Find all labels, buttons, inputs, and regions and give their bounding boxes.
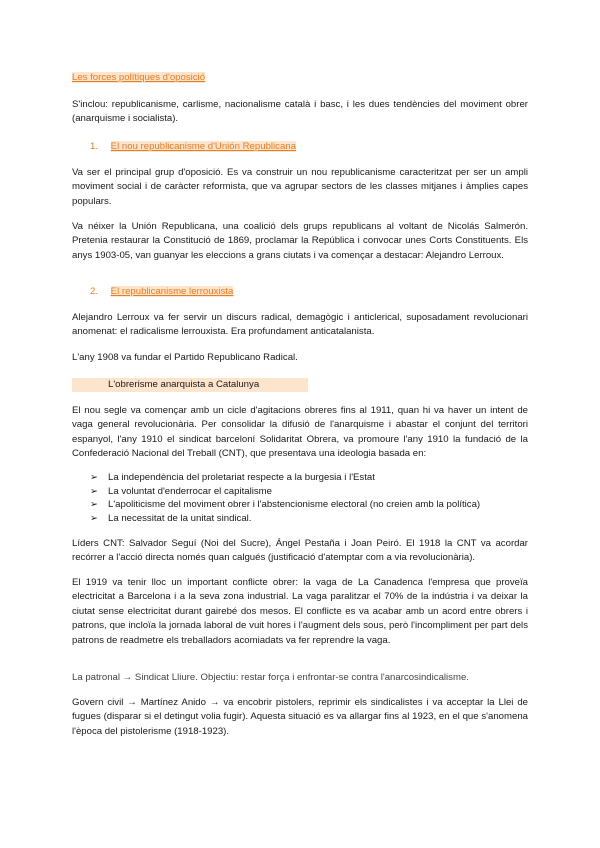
list-item: ➢ La necessitat de la unitat sindical.: [90, 512, 252, 524]
section-3-heading: L'obrerisme anarquista a Catalunya: [72, 378, 308, 392]
list-item: ➢ La independència del proletariat respecte a la burgesia i l'Estat: [90, 472, 375, 483]
section-2-paragraph-1: Alejandro Lerroux va fer servir un discurs radical, demagògic i anticlerical, suposadament revolucionari anomenat: el radicalisme lerrouxista. Era profundament anticatalanista.: [72, 312, 528, 338]
section-2-heading: [90, 285, 233, 299]
section-3-paragraph-4: La patronal → Sindicat Lliure. Objectiu: restar força i enfrontar-se contra l'anarcosindicalisme.: [72, 672, 469, 683]
section-1-title: El nou republicanisme d'Unión Republicana: [110, 141, 296, 152]
section-2-title: El republicanisme lerrouxista: [110, 286, 234, 297]
section-1-number: 1.: [90, 141, 99, 152]
section-3-paragraph-3: El 1919 va tenir lloc un important conflicte obrer: la vaga de La Canadenca l'empresa que proveïa electricitat a Barcelona i a la seva zona industrial. La vaga paralitzar el 70% de la indústria i va deixar la ciutat sense electricitat durant gairebé dos mesos. El conflicte es va acabar amb un acord entre obrers i patrons, que incloïa la jornada laboral de vuit hores i l'augment dels sous, però l'incompliment per part dels patrons de readmetre els treballadors acomiadats va fer reprendre la vaga.: [72, 577, 528, 646]
arrow-bullet-icon: ➢: [90, 485, 99, 497]
list-item: ➢ La voluntat d'enderrocar el capitalisme: [90, 485, 272, 497]
arrow-bullet-icon: ➢: [90, 512, 99, 524]
page-title: [72, 71, 528, 85]
section-3-paragraph-1: El nou segle va començar amb un cicle d'agitacions obreres fins al 1911, quan hi va haver un intent de vaga general revolucionària. Per consolidar la difusió de l'anarquisme i abastar el conjunt del territori espanyol, l'any 1910 el sindicat barceloní Solidaritat Obrera, va promoure l'any 1910 la fundació de la Confederació Nacional del Treball (CNT), que presentava una ideologia basada en:: [72, 405, 528, 460]
section-1-paragraph-2: Va néixer la Unión Republicana, una coalició dels grups republicans al voltant de Nicolás Salmerón. Pretenia restaurar la Constitució de 1869, proclamar la República i convocar unes Corts Constituents. Els anys 1903-05, van guanyar les eleccions a grans ciutats i va començar a destacar: Alejandro Lerroux.: [72, 221, 528, 261]
section-2-number: 2.: [90, 286, 99, 297]
ideology-list: [90, 471, 520, 525]
section-3-paragraph-2: Líders CNT: Salvador Seguí (Noi del Sucre), Ángel Pestaña i Joan Peiró. El 1918 la CNT va acordar recórrer a l'acció directa només quan calgués (justificació d'atemptar com a via revolucionària).: [72, 538, 528, 564]
heading-main: Les forces polítiques d'oposició: [72, 72, 206, 83]
arrow-bullet-icon: ➢: [90, 472, 99, 483]
list-item: ➢ L'apoliticisme del moviment obrer i l'abstencionisme electoral (no creien amb la política): [90, 499, 481, 511]
section-1-paragraph-1: Va ser el principal grup d'oposició. Es va construir un nou republicanisme caracteritzat per ser un ampli moviment social i de caràcter reformista, que va agrupar sectors de les classes mitjanes i àmplies capes populars.: [72, 167, 528, 207]
section-3-paragraph-5: Govern civil → Martínez Anido → va encobrir pistolers, reprimir els sindicalistes i va acceptar la Llei de fugues (disparar si el detingut volia fugir). Aquesta situació es va allargar fins al 1923, en el que s'anomena l'època del pistolerisme (1918-1923).: [72, 697, 528, 737]
intro-paragraph: S'inclou: republicanisme, carlisme, nacionalisme català i basc, i les dues tendències del moviment obrer (anarquisme i socialista).: [72, 99, 528, 125]
arrow-bullet-icon: ➢: [90, 499, 99, 511]
section-2-paragraph-2: L'any 1908 va fundar el Partido Republicano Radical.: [72, 352, 298, 363]
section-1-heading: [90, 140, 296, 154]
